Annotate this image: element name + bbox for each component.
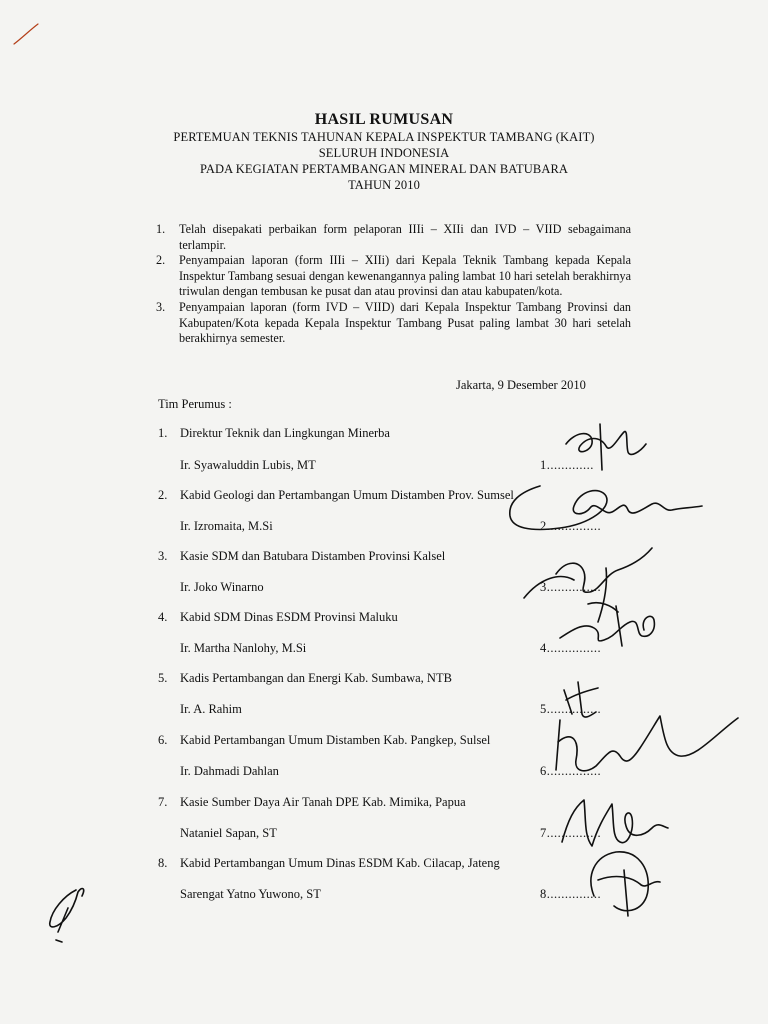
member-number: 7.: [158, 795, 168, 809]
subtitle-line-4: TAHUN 2010: [348, 178, 420, 192]
agreement-text: Telah disepakati perbaikan form pelaporan IIIi – XIIi dan IVD – VIID sebagaimana terlampir.: [179, 222, 631, 252]
signature-line: 4...............: [540, 641, 602, 655]
member-number: 6.: [158, 733, 168, 747]
document-title: HASIL RUMUSAN: [314, 111, 454, 128]
member-role: [158, 733, 490, 748]
member-role-text: Direktur Teknik dan Lingkungan Minerba: [180, 426, 390, 440]
agreement-item: [156, 300, 631, 347]
place-date: Jakarta, 9 Desember 2010: [456, 378, 586, 392]
signature-line: 7...............: [540, 826, 602, 840]
member-number: 5.: [158, 671, 168, 685]
member-role-text: Kabid Geologi dan Pertambangan Umum Distamben Prov. Sumsel: [180, 488, 514, 502]
member-role-text: Kabid Pertambangan Umum Dinas ESDM Kab. Cilacap, Jateng: [180, 856, 500, 870]
member-role-text: Kasie SDM dan Batubara Distamben Provinsi Kalsel: [180, 549, 446, 563]
signature-line: 2...............: [540, 519, 602, 533]
agreement-item: [156, 222, 631, 253]
member-name: Ir. Martha Nanlohy, M.Si: [180, 641, 307, 655]
member-name: Ir. Dahmadi Dahlan: [180, 764, 279, 778]
member-role-text: Kadis Pertambangan dan Energi Kab. Sumbawa, NTB: [180, 671, 452, 685]
subtitle-line-2: SELURUH INDONESIA: [318, 146, 450, 160]
agreement-number: 2.: [156, 253, 166, 268]
subtitle-line-3: PADA KEGIATAN PERTAMBANGAN MINERAL DAN BATUBARA: [199, 162, 569, 176]
member-role-text: Kabid Pertambangan Umum Distamben Kab. Pangkep, Sulsel: [180, 733, 491, 747]
member-number: 3.: [158, 549, 168, 563]
signature-line: 6...............: [540, 764, 602, 778]
member-role: [158, 610, 398, 625]
signature-6: [556, 716, 738, 771]
signature-line: 5...............: [540, 702, 602, 716]
member-number: 2.: [158, 488, 168, 502]
signature-2: [510, 486, 702, 530]
member-number: 8.: [158, 856, 168, 870]
member-role: [158, 488, 514, 503]
signature-4: [560, 606, 654, 646]
member-name: Sarengat Yatno Yuwono, ST: [180, 887, 321, 901]
signature-line: 3...............: [540, 580, 602, 594]
agreement-number: 3.: [156, 299, 166, 314]
signature-line: 8...............: [540, 887, 602, 901]
member-name: Ir. Joko Winarno: [180, 580, 264, 594]
subtitle-line-1: PERTEMUAN TEKNIS TAHUNAN KEPALA INSPEKTUR TAMBANG (KAIT): [173, 130, 595, 144]
agreement-list: [156, 222, 631, 347]
member-role: [158, 671, 452, 686]
signature-line: 1.............: [540, 458, 594, 472]
member-name: Ir. Izromaita, M.Si: [180, 519, 273, 533]
agreement-number: 1.: [156, 222, 166, 236]
member-role: [158, 426, 390, 441]
member-role: [158, 549, 445, 564]
team-label: Tim Perumus :: [158, 397, 232, 411]
agreement-text: Penyampaian laporan (form IVD – VIID) dari Kepala Inspektur Tambang Provinsi dan Kabupaten/Kota kepada Kepala Inspektur Tambang Pusat paling lambat 30 hari setelah berakhirnya semester.: [179, 299, 631, 346]
member-name: Ir. Syawaluddin Lubis, MT: [180, 458, 316, 472]
member-role-text: Kasie Sumber Daya Air Tanah DPE Kab. Mimika, Papua: [180, 795, 466, 809]
member-role-text: Kabid SDM Dinas ESDM Provinsi Maluku: [180, 610, 398, 624]
member-number: 1.: [158, 426, 168, 440]
agreement-text: Penyampaian laporan (form IIIi – XIIi) dari Kepala Teknik Tambang kepada Kepala Inspektur Tambang sesuai dengan kewenangannya paling lambat 10 hari setelah berakhirnya triwulan dengan tembusan ke pusat dan atau provinsi dan atau kabupaten/kota.: [179, 253, 631, 299]
member-role: [158, 856, 500, 871]
agreement-item: [156, 253, 631, 300]
member-name: Ir. A. Rahim: [180, 702, 242, 716]
signature-8: [591, 852, 660, 916]
member-name: Nataniel Sapan, ST: [180, 826, 277, 840]
member-role: [158, 795, 466, 810]
member-number: 4.: [158, 610, 168, 624]
